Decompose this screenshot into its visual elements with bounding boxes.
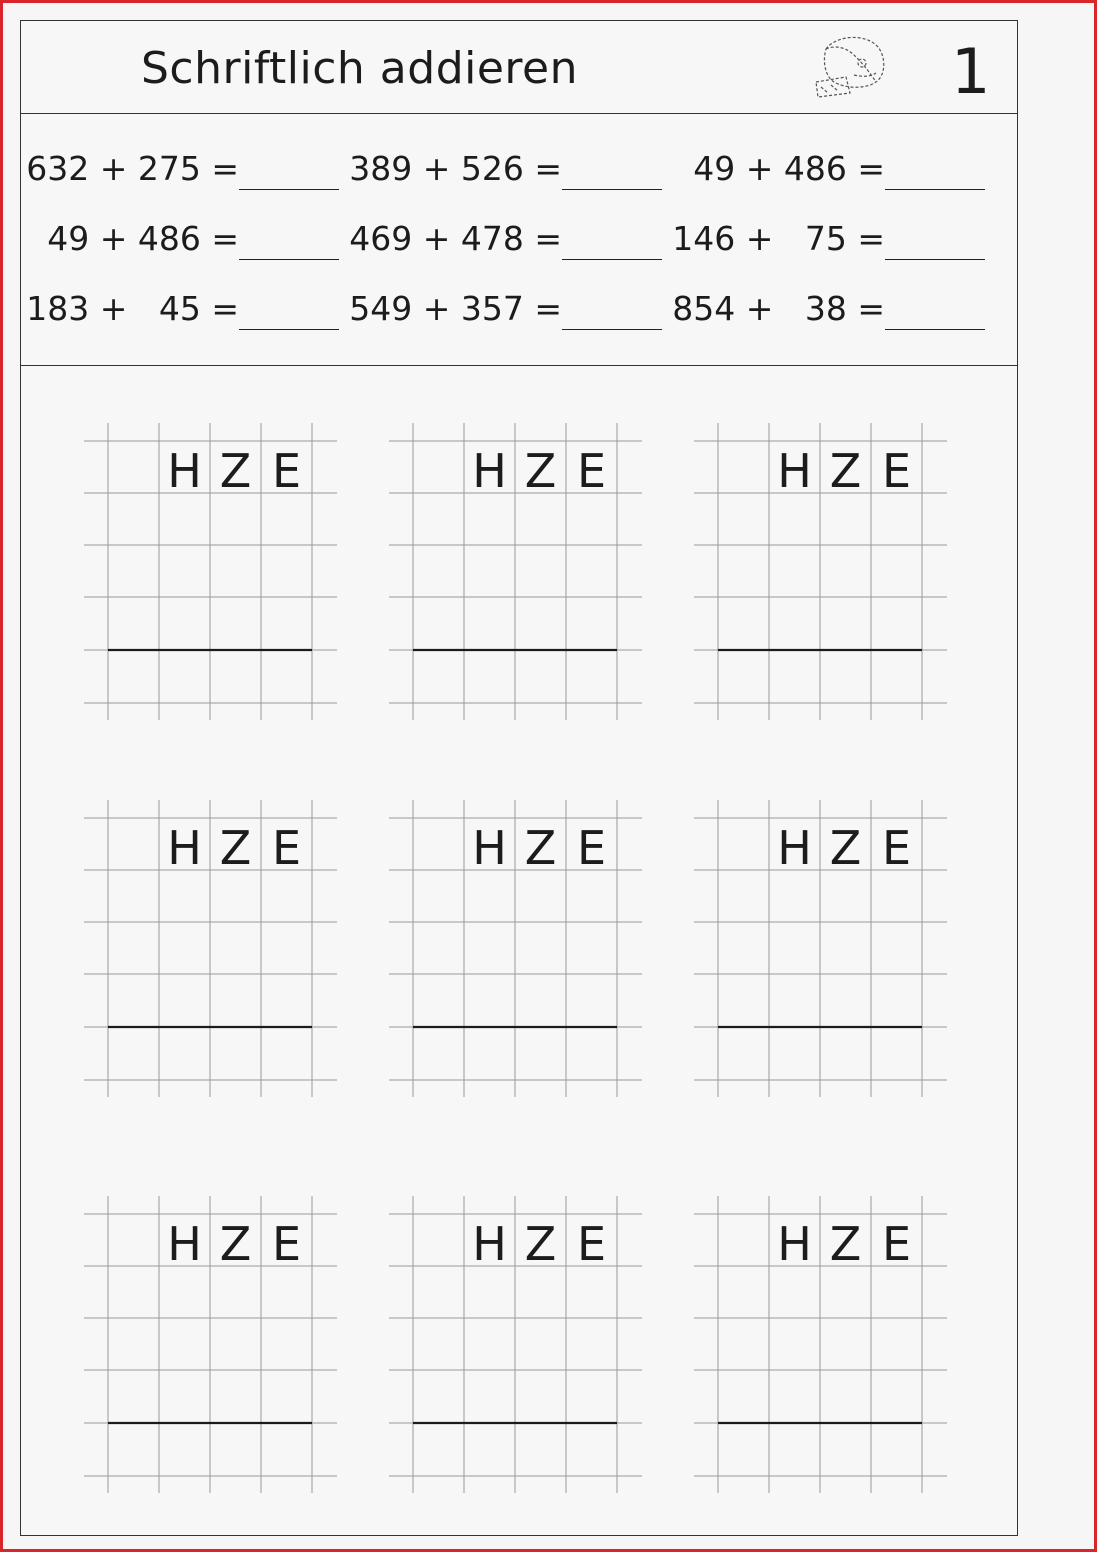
place-value-label: H bbox=[472, 1217, 507, 1271]
place-value-grid-4[interactable] bbox=[84, 800, 337, 1097]
place-value-label: H bbox=[167, 444, 202, 498]
place-value-label: Z bbox=[219, 444, 252, 498]
place-value-label: Z bbox=[829, 1217, 862, 1271]
place-value-label: E bbox=[576, 1217, 607, 1271]
place-value-label: Z bbox=[219, 1217, 252, 1271]
place-value-grid-9[interactable] bbox=[694, 1196, 947, 1493]
worksheet-title: Schriftlich addieren bbox=[141, 43, 579, 94]
place-value-label: E bbox=[576, 821, 607, 875]
place-value-label: H bbox=[777, 1217, 812, 1271]
place-value-label: E bbox=[881, 821, 912, 875]
place-value-label: E bbox=[881, 444, 912, 498]
task-expression: 389 + 526 = bbox=[349, 149, 562, 188]
task-expression: 854 + 38 = bbox=[672, 289, 885, 328]
place-value-label: Z bbox=[219, 821, 252, 875]
place-value-label: E bbox=[271, 821, 302, 875]
place-value-grid-5[interactable] bbox=[389, 800, 642, 1097]
place-value-grid-1[interactable] bbox=[84, 423, 337, 720]
task-expression: 49 + 486 = bbox=[47, 219, 239, 258]
place-value-label: H bbox=[472, 821, 507, 875]
place-value-label: H bbox=[167, 1217, 202, 1271]
place-value-label: Z bbox=[524, 821, 557, 875]
task-expression: 49 + 486 = bbox=[693, 149, 885, 188]
place-value-label: E bbox=[271, 1217, 302, 1271]
place-value-label: H bbox=[777, 444, 812, 498]
task-expression: 469 + 478 = bbox=[349, 219, 562, 258]
place-value-label: E bbox=[576, 444, 607, 498]
place-value-label: H bbox=[167, 821, 202, 875]
task-expression: 183 + 45 = bbox=[26, 289, 239, 328]
page-number: 1 bbox=[951, 35, 991, 108]
place-value-label: Z bbox=[524, 444, 557, 498]
place-value-label: H bbox=[777, 821, 812, 875]
place-value-label: H bbox=[472, 444, 507, 498]
task-expression: 146 + 75 = bbox=[672, 219, 885, 258]
task-expression: 632 + 275 = bbox=[26, 149, 239, 188]
place-value-grid-7[interactable] bbox=[84, 1196, 337, 1493]
place-value-grid-3[interactable] bbox=[694, 423, 947, 720]
place-value-label: E bbox=[271, 444, 302, 498]
place-value-label: E bbox=[881, 1217, 912, 1271]
place-value-grid-2[interactable] bbox=[389, 423, 642, 720]
place-value-grid-8[interactable] bbox=[389, 1196, 642, 1493]
place-value-label: Z bbox=[829, 821, 862, 875]
place-value-grid-6[interactable] bbox=[694, 800, 947, 1097]
task-expression: 549 + 357 = bbox=[349, 289, 562, 328]
place-value-label: Z bbox=[829, 444, 862, 498]
place-value-label: Z bbox=[524, 1217, 557, 1271]
